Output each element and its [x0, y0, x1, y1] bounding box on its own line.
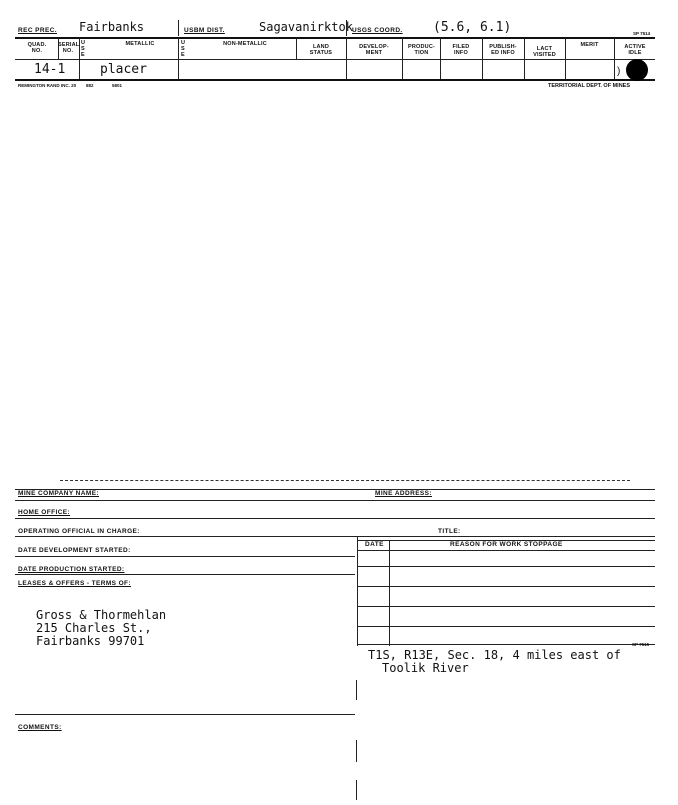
divider [346, 20, 347, 36]
rule [15, 500, 655, 501]
form-number-bottom: SP 7515 [632, 642, 650, 647]
usbm-dist-value: Sagavanirktok [259, 20, 353, 34]
date-divider [389, 540, 390, 646]
quad-serial-value: 14-1 [34, 62, 66, 77]
divider [178, 20, 179, 36]
rule [15, 574, 355, 575]
territorial-dept-label: TERRITORIAL DEPT. OF MINES [548, 83, 630, 89]
operating-official-label: OPERATING OFFICIAL IN CHARGE: [18, 528, 140, 535]
col-metallic: METALLIC [125, 41, 155, 47]
date-column-label: DATE [365, 541, 384, 548]
rule [357, 566, 655, 567]
col-published-info: PUBLISH- ED INFO [489, 44, 517, 56]
rule [15, 518, 655, 519]
owner-city: Fairbanks 99701 [36, 634, 145, 648]
rule [15, 714, 355, 715]
form-number-top: SP 7514 [633, 31, 651, 36]
col-active-idle: ACTIVE IDLE [624, 44, 646, 56]
col-use-non-metallic: U S E [181, 40, 186, 58]
mine-company-name-label: MINE COMPANY NAME: [18, 490, 99, 497]
title-label: TITLE: [438, 528, 461, 535]
rule-top [15, 489, 655, 490]
rule [357, 606, 655, 607]
col-non-metallic: NON-METALLIC [223, 41, 267, 47]
rule [15, 556, 355, 557]
divider [356, 680, 357, 700]
usgs-coord-value: (5.6, 6.1) [433, 20, 512, 35]
imprint-code-1: 882 [86, 83, 94, 88]
col-production: PRODUC- TION [407, 44, 436, 56]
rule [357, 586, 655, 587]
col-land-status: LAND STATUS [309, 44, 333, 56]
rec-prec-value: Fairbanks [79, 20, 145, 34]
rule [357, 550, 655, 551]
owner-street: 215 Charles St., [36, 621, 152, 635]
reason-stoppage-label: REASON FOR WORK STOPPAGE [450, 541, 563, 548]
date-development-started-label: DATE DEVELOPMENT STARTED: [18, 547, 131, 554]
location-line-2: Toolik River [382, 661, 469, 675]
mine-address-label: MINE ADDRESS: [375, 490, 432, 497]
rule [15, 536, 655, 537]
col-divider [346, 38, 347, 79]
col-serial: SERIAL NO. [58, 42, 80, 54]
col-divider [524, 38, 525, 79]
col-divider [296, 38, 297, 59]
date-production-started-label: DATE PRODUCTION STARTED: [18, 566, 125, 573]
leases-offers-label: LEASES & OFFERS - TERMS OF: [18, 580, 131, 587]
col-merit: MERIT [580, 42, 599, 48]
col-last-visited: LACT VISITED [533, 46, 556, 58]
col-development: DEVELOP- MENT [359, 44, 389, 56]
table-bottom-rule [15, 79, 655, 81]
col-divider [178, 38, 179, 79]
stoppage-left-border [357, 536, 358, 646]
home-office-label: HOME OFFICE: [18, 509, 71, 516]
divider [356, 740, 357, 762]
divider [356, 780, 357, 800]
printer-imprint: REMINGTON RAND INC. 20 [18, 83, 77, 88]
imprint-code-2: 5801 [112, 83, 123, 88]
col-use-metallic: U S E [81, 40, 86, 58]
rule [357, 644, 655, 645]
header-bottom-rule [15, 59, 655, 60]
usbm-dist-label: USBM DIST. [184, 27, 225, 34]
table-top-rule [15, 37, 655, 39]
comments-label: COMMENTS: [18, 724, 62, 731]
usgs-coord-label: USGS COORD. [352, 27, 403, 34]
location-line-1: T1S, R13E, Sec. 18, 4 miles east of [368, 648, 621, 662]
bracket-mark: ) [617, 66, 621, 77]
metallic-value: placer [100, 62, 147, 77]
active-punch-dot [626, 59, 648, 81]
rec-prec-label: REC PREC. [18, 27, 57, 34]
perforation-line [60, 480, 630, 481]
owner-name: Gross & Thormehlan [36, 608, 167, 622]
col-filed-info: FILED INFO [452, 44, 470, 56]
col-quad: QUAD. NO. [27, 42, 47, 54]
rule [357, 626, 655, 627]
